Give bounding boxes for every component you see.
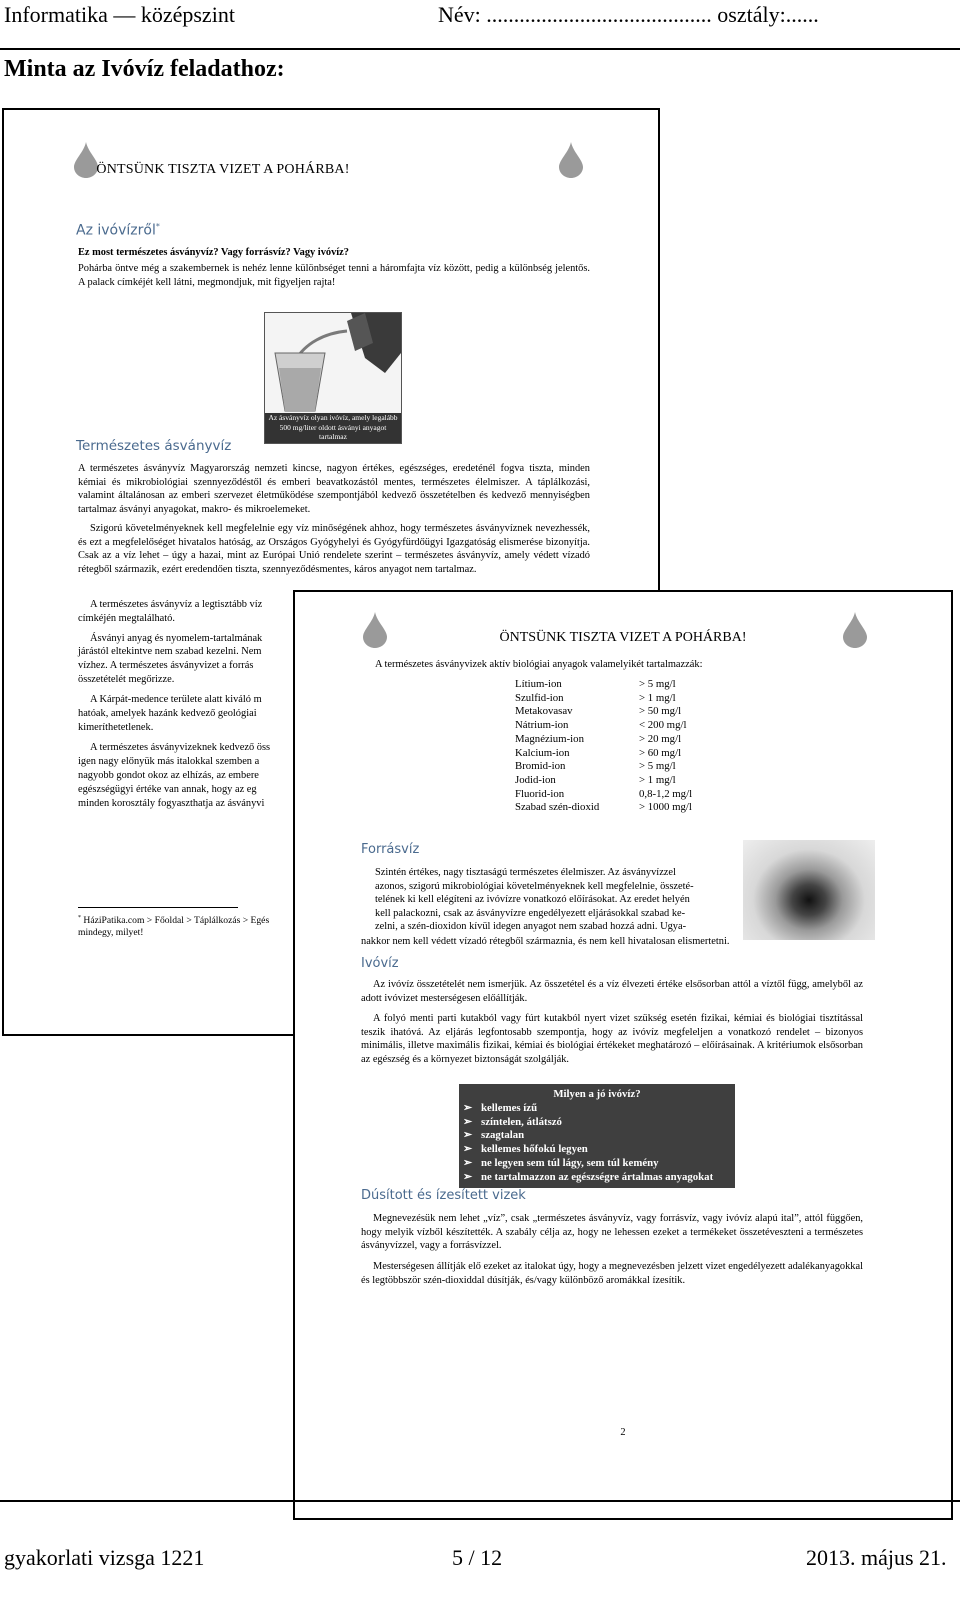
good-water-list-item — [463, 1129, 735, 1143]
mineral-paragraph-5b: hatóak, amelyek hazánk kedvező geológiai — [78, 708, 257, 719]
mineral-paragraph-5c: kimeríthetetlenek. — [78, 722, 154, 733]
mineral-paragraph-4b: járástól eltekintve nem szabad kezelni. Nem — [78, 646, 262, 657]
section-heading-flavoured-water: Dúsított és ízesített vizek — [361, 1188, 526, 1203]
water-drop-splash-image — [743, 840, 875, 940]
mineral-paragraph-4c: vízhez. A természetes ásványvizet a forrás — [78, 660, 254, 671]
flavoured-water-paragraph-1: Megnevezésük nem lehet „víz”, csak „természetes ásványvíz, vagy forrásvíz, vagy ivóvíz alapú ital”, attól függően, hogy melyik vízből készítették. A szabály célja az, hogy ne lehessen ezeket a termékeket összetéveszteni a természetes ásványvízzel, vagy a forrásvízzel. — [361, 1213, 863, 1252]
water-drop-icon — [559, 142, 583, 178]
mineral-name: Lítium-ion — [515, 678, 562, 690]
mineral-row — [515, 801, 692, 815]
good-water-list-item — [463, 1171, 735, 1185]
mineral-name: Szulfid-ion — [515, 691, 564, 704]
image-caption: Az ásványvíz olyan ivóvíz, amely legalább 500 mg/liter oldott ásványi anyagot tartalmaz — [265, 413, 401, 443]
sample-title: Minta az Ivóvíz feladathoz: — [4, 56, 285, 82]
mineral-row — [515, 705, 692, 719]
mineral-name: Jodid-ion — [515, 773, 556, 786]
mineral-paragraph-3: A természetes ásványvíz a legtisztább víz — [90, 599, 263, 610]
bottle-pouring-image — [264, 312, 402, 444]
mineral-name: Kalcium-ion — [515, 746, 570, 759]
arrow-bullet-icon: ➢ — [463, 1102, 473, 1114]
good-water-list-item — [463, 1116, 735, 1130]
arrow-bullet-icon: ➢ — [463, 1115, 473, 1128]
section-heading-drinking-water: Ivóvíz — [361, 956, 399, 971]
flavoured-water-paragraph-2: Mesterségesen állítják elő ezeket az italokat úgy, hogy a megnevezésben jelzett vizet engedélyezett adalékanyagokkal és legtöbbször szén-dioxiddal dúsítják, és/vagy különböző aromákkal ízesítik. — [361, 1261, 863, 1286]
footer-exam: gyakorlati vizsga 1221 — [4, 1545, 205, 1570]
mineral-value: > 5 mg/l — [639, 760, 676, 773]
intro-paragraph: Pohárba öntve még a szakembernek is nehéz lenne különbséget tenni a háromfajta víz között, pedig a különbség jelentős. A palack címkéjét kell látni, megmondjuk, mit figyeljen rajta! — [78, 263, 590, 288]
header-name-class: Név: ......................................... osztály:...... — [438, 2, 819, 27]
document-title: ÖNTSÜNK TISZTA VIZET A POHÁRBA! — [499, 630, 747, 645]
mineral-name: Metakovasav — [515, 705, 573, 718]
drinking-water-paragraph-2: A folyó menti parti kutakból vagy fúrt kutakból nyert vizet szükség esetén fizikai, kémiai és biológiai tisztítással teszik ihatóvá. Az eljárás legfontosabb szempontja, hogy az ivóvíz megfeleljen a vonatkozó rendelet – bizonyos minimális, illetve maximális fizikai, kémiai és biológiai értékeket meghatározó – előírásainak. A kritériumok elsősorban az egészség és a környezet biztonságát szolgálják. — [361, 1013, 863, 1065]
mineral-value: < 200 mg/l — [639, 719, 687, 732]
mineral-paragraph-6d: egészségügyi értéke van annak, hogy az eg — [78, 784, 257, 795]
footer-divider — [0, 1500, 960, 1502]
mineral-name: Bromid-ion — [515, 760, 566, 773]
header-subject: Informatika — középszint — [4, 2, 235, 27]
sample-page-2 — [293, 590, 953, 1520]
good-water-list-item — [463, 1157, 735, 1171]
spring-water-paragraph-last: nakkor nem kell védett vízadó rétegből származnia, és nem kell hivatalosan elismertetni. — [361, 936, 730, 947]
mineral-paragraph-6b: igen nagy előnyük más italokkal szemben a — [78, 756, 260, 767]
footnote-line-2: mindegy, milyet! — [78, 927, 144, 938]
section-heading-spring-water: Forrásvíz — [361, 842, 420, 857]
good-water-list-text: kellemes ízű — [481, 1102, 538, 1114]
good-water-box — [459, 1084, 735, 1188]
mineral-value: 0,8-1,2 mg/l — [639, 787, 693, 800]
footnote-divider — [78, 907, 238, 908]
minerals-table — [515, 678, 692, 815]
mineral-paragraph-6c: nagyobb gondot okoz az elhízás, az embere — [78, 770, 259, 781]
mineral-paragraph-4d: összetételét megőrizze. — [78, 674, 175, 685]
mineral-paragraph-6e: minden korosztály fogyaszthatja az ásványvi — [78, 798, 265, 809]
mineral-row — [515, 747, 692, 761]
mineral-row — [515, 719, 692, 733]
footer-page-count: 5 / 12 — [452, 1545, 503, 1570]
section-heading-about: Az ivóvízről* — [76, 222, 160, 239]
good-water-list-text: ne legyen sem túl lágy, sem túl kemény — [481, 1156, 659, 1169]
good-water-list-text: ne tartalmazzon az egészségre ártalmas anyagokat — [481, 1170, 714, 1183]
good-water-list-item — [463, 1102, 735, 1116]
mineral-value: > 1 mg/l — [639, 773, 676, 786]
header-divider — [0, 48, 960, 50]
mineral-row — [515, 733, 692, 747]
mineral-paragraph-4a: Ásványi anyag és nyomelem-tartalmának — [90, 633, 263, 644]
spring-water-paragraph: Szintén értékes, nagy tisztaságú természetes élelmiszer. Az ásványvízzel azonos, szigorú mikrobiológiai követelményeknek kell megfelelnie, összeté- telének ki kell elégíteni az ivóvízre vonatkozó előírásokat. Az eredet helyén kell palackozni, csak az ásványvízre engedélyezett eljárásokkal szabad ke- zelni, a szén-dioxidon kívül idegen anyagot nem szabad hozzá adni. Ugya- — [375, 867, 694, 933]
mineral-value: > 5 mg/l — [639, 678, 676, 690]
mineral-name: Szabad szén-dioxid — [515, 801, 600, 814]
good-water-list-text: kellemes hőfokú legyen — [481, 1143, 588, 1156]
drinking-water-paragraph-1: Az ivóvíz összetételét nem ismerjük. Az összetétel és a víz élvezeti értéke elsősorban attól a víztől függ, amelyből az adott ivóvizet mesterségesen előállítják. — [361, 979, 863, 1004]
mineral-name: Nátrium-ion — [515, 719, 569, 732]
mineral-row — [515, 760, 692, 774]
mineral-paragraph-1: A természetes ásványvíz Magyarország nemzeti kincse, nagyon értékes, egészséges, eredeténél fogva tiszta, minden kémiai és mikrobiológiai szennyeződéstől és emberi beavatkozástól mentes, természetes élelmiszer. A táplálkozási, valamint általánosan az emberi szervezet életműködése szempontjából kedvező összetételben és kedvező mennyiségben tartalmaz ásványi anyagokat, makro- és mikroelemeket. — [78, 463, 590, 515]
mineral-name: Magnézium-ion — [515, 732, 584, 745]
page-number: 2 — [620, 1427, 626, 1438]
good-water-list-text: színtelen, átlátszó — [481, 1115, 562, 1128]
footer-date: 2013. május 21. — [806, 1545, 947, 1570]
arrow-bullet-icon: ➢ — [463, 1129, 473, 1142]
document-title: ÖNTSÜNK TISZTA VIZET A POHÁRBA! — [96, 162, 350, 177]
mineral-value: > 50 mg/l — [639, 705, 682, 718]
mineral-paragraph-2: Szigorú követelményeknek kell megfelelnie egy víz minőségének ahhoz, hogy természetes ásványvíznek nevezhessék, és ezt a megfelelőséget hivatalos hatóság, az Országos Gyógyhelyi és Gyógyfürdőügyi Igazgatóság elismerése bizonyítja. Csak az a víz lehet – úgy a hazai, mint az Európai Unió rendelete szerint – természetes ásványvíz, amely védett vízadó rétegből származik, ezért eredendően tiszta, szennyeződésmentes, káros anyagot nem tartalmaz. — [78, 523, 590, 575]
good-water-list-item — [463, 1143, 735, 1157]
intro-question: Ez most természetes ásványvíz? Vagy forrásvíz? Vagy ivóvíz? — [78, 247, 349, 258]
mineral-row — [515, 774, 692, 788]
mineral-value: > 1 mg/l — [639, 691, 676, 704]
section-heading-mineral-water: Természetes ásványvíz — [76, 438, 232, 454]
mineral-row — [515, 788, 692, 802]
mineral-value: > 20 mg/l — [639, 732, 682, 745]
good-water-list — [463, 1102, 735, 1184]
mineral-name: Fluorid-ion — [515, 787, 565, 800]
mineral-paragraph-6a: A természetes ásványvizeknek kedvező öss — [90, 742, 271, 753]
mineral-paragraph-5a: A Kárpát-medence területe alatt kiváló m — [90, 694, 262, 705]
mineral-paragraph-3b: címkéjén megtalálható. — [78, 613, 175, 624]
mineral-value: > 60 mg/l — [639, 746, 682, 759]
mineral-value: > 1000 mg/l — [639, 801, 692, 814]
arrow-bullet-icon: ➢ — [463, 1143, 473, 1156]
mineral-row — [515, 692, 692, 706]
footnote: * HáziPatika.com > Főoldal > Táplálkozás > Egés — [78, 915, 270, 927]
page-header — [0, 0, 960, 52]
arrow-bullet-icon: ➢ — [463, 1170, 473, 1183]
good-water-box-title: Milyen a jó ivóvíz? — [553, 1088, 641, 1100]
minerals-intro: A természetes ásványvizek aktív biológiai anyagok valamelyikét tartalmazzák: — [375, 659, 703, 670]
arrow-bullet-icon: ➢ — [463, 1156, 473, 1169]
mineral-row — [515, 678, 692, 692]
good-water-list-text: szagtalan — [481, 1129, 525, 1142]
